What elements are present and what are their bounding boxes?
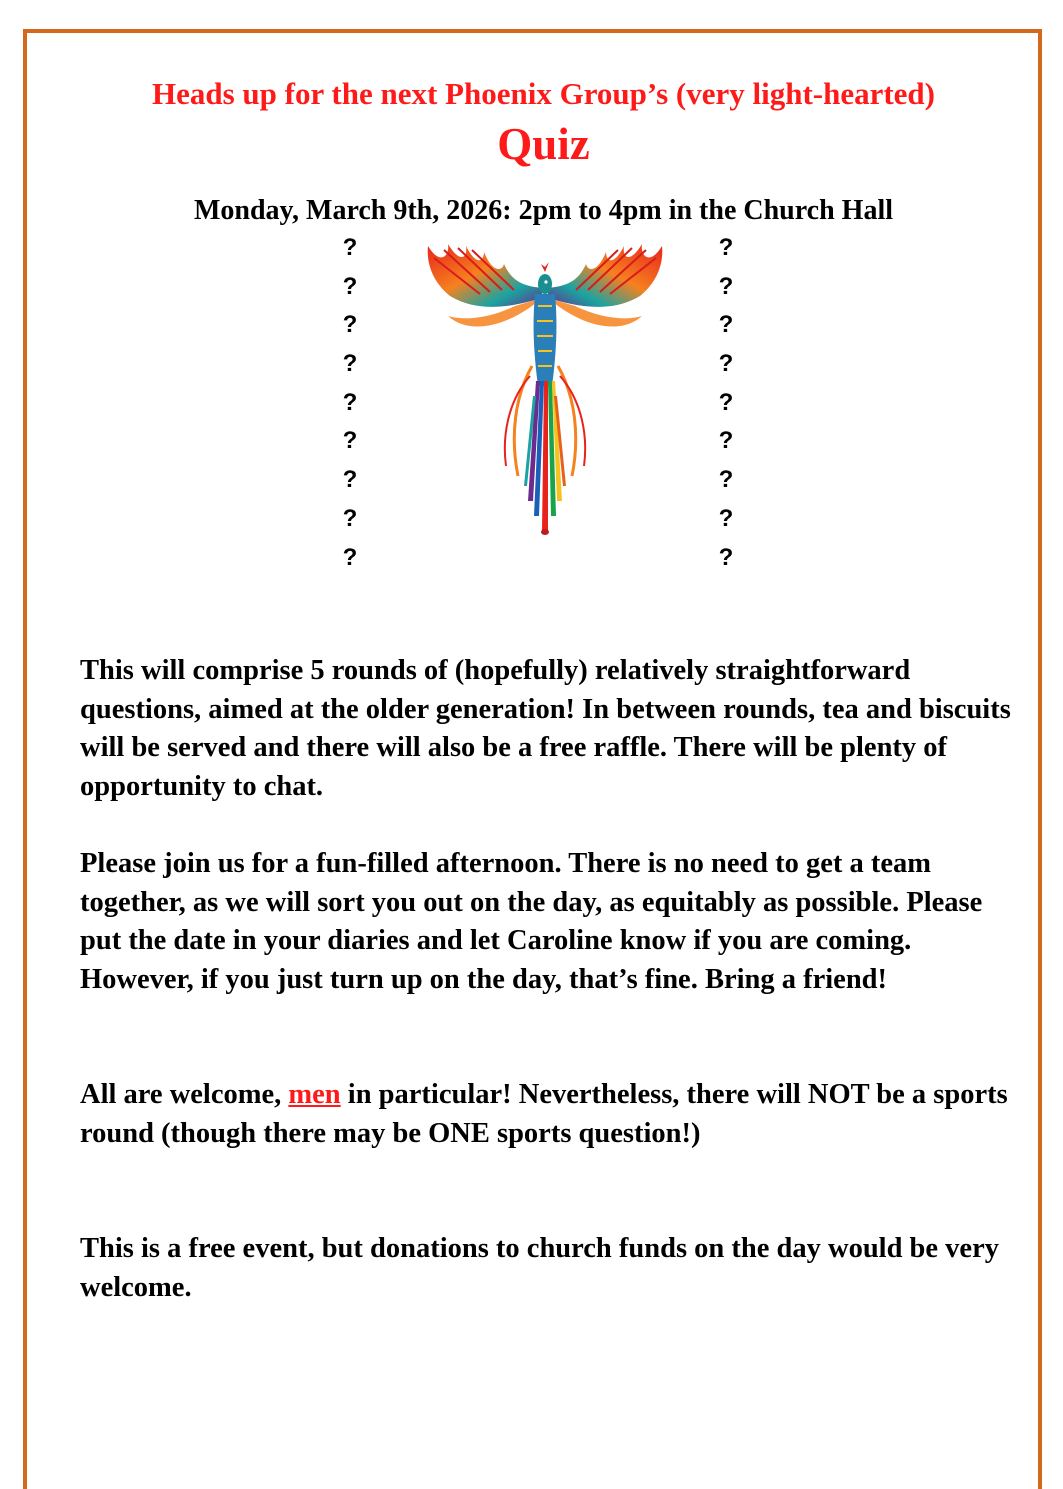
question-mark: ? bbox=[718, 272, 734, 300]
question-mark: ? bbox=[342, 466, 358, 494]
question-mark: ? bbox=[342, 504, 358, 532]
event-date-line: Monday, March 9th, 2026: 2pm to 4pm in the Church Hall bbox=[193, 195, 893, 226]
question-mark: ? bbox=[718, 466, 734, 494]
heading-subtitle: Heads up for the next Phoenix Group’s (very light-hearted) bbox=[151, 76, 935, 111]
question-mark: ? bbox=[718, 543, 734, 571]
question-mark: ? bbox=[718, 311, 734, 339]
paragraph-rounds: This will comprise 5 rounds of (hopefully) relatively straightforward questions, aimed at the older generation! In between rounds, tea and biscuits will be served and there will also be a free raffle. There will be plenty of opportunity to chat. bbox=[80, 655, 1011, 802]
question-marks-right bbox=[711, 229, 741, 577]
paragraph-invitation: Please join us for a fun-filled afternoon. There is no need to get a team together, as we will sort you out on the day, as equitably as possible. Please put the date in your diaries and let Caroline know if you are coming. However, if you just turn up on the day, that’s fine. Bring a friend! bbox=[80, 848, 983, 995]
paragraph-welcome bbox=[80, 1076, 1015, 1153]
question-mark: ? bbox=[342, 350, 358, 378]
question-mark: ? bbox=[342, 234, 358, 261]
paragraph-welcome-start: All are welcome, bbox=[80, 1079, 289, 1110]
question-mark: ? bbox=[718, 388, 734, 416]
question-mark: ? bbox=[718, 234, 734, 261]
paragraph-donations: This is a free event, but donations to church funds on the day would be very welcome. bbox=[80, 1233, 999, 1303]
question-mark: ? bbox=[342, 543, 358, 571]
heading-title: Quiz bbox=[497, 119, 590, 169]
phoenix-icon bbox=[420, 236, 670, 536]
question-mark: ? bbox=[342, 272, 358, 300]
paragraph-welcome-end: in particular! Nevertheless, there will NOT be a sports round (though there may be ONE sports question!) bbox=[80, 1079, 1008, 1149]
question-mark: ? bbox=[342, 427, 358, 455]
question-mark: ? bbox=[718, 504, 734, 532]
question-mark: ? bbox=[342, 388, 358, 416]
question-mark: ? bbox=[342, 311, 358, 339]
question-mark: ? bbox=[718, 427, 734, 455]
question-marks-left bbox=[335, 229, 365, 577]
question-mark: ? bbox=[718, 350, 734, 378]
men-link[interactable]: men bbox=[288, 1079, 341, 1110]
